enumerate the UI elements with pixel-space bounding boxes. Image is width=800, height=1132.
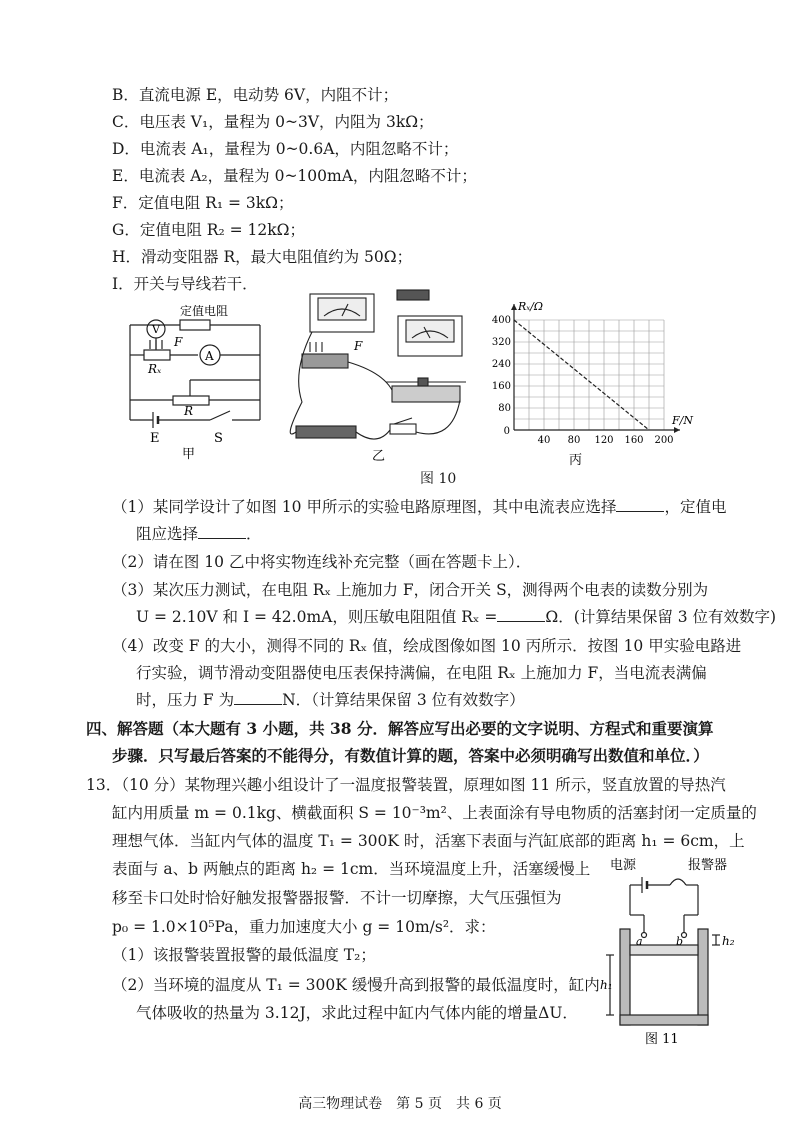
- q12-part2: （2）请在图 10 乙中将实物连线补充完整（画在答题卡上）．: [112, 553, 532, 571]
- battery-label: E: [150, 431, 160, 446]
- force-label-yi: F: [354, 339, 363, 353]
- answer-blank-resistor[interactable]: [198, 524, 246, 539]
- q13-sub2-line1: （2）当环境的温度从 T₁ = 300K 缓慢升高到报警的最低温度时，缸内: [112, 976, 600, 994]
- contact-a-label: a: [636, 935, 643, 948]
- answer-blank-force[interactable]: [234, 690, 282, 705]
- q12-part1-line1: （1）某同学设计了如图 10 甲所示的实验电路原理图，其中电流表应选择 ，定值电: [112, 498, 727, 516]
- contact-b-label: b: [676, 935, 684, 948]
- figure11-caption: 图 11: [645, 1032, 679, 1045]
- x-axis-label: F/N: [672, 414, 693, 427]
- q13-line4: 表面与 a、b 两触点的距离 h₂ = 1cm．当环境温度上升，活塞缓慢上: [112, 860, 591, 878]
- alarm-device-diagram: [600, 855, 770, 1045]
- page-footer: 高三物理试卷 第 5 页 共 6 页: [298, 1096, 502, 1112]
- x-tick-label: 160: [624, 435, 644, 446]
- y-tick-label: 160: [491, 381, 511, 392]
- option-f: F．定值电阻 R₁ = 3kΩ；: [112, 194, 294, 212]
- q12-part4-line1: （4）改变 F 的大小，测得不同的 Rₓ 值，绘成图像如图 10 丙所示．按图 10 甲实验电路进: [112, 637, 742, 655]
- option-d: D．电流表 A₁，量程为 0~0.6A，内阻忽略不计；: [112, 140, 459, 158]
- q13-line3: 理想气体．当缸内气体的温度 T₁ = 300K 时，活塞下表面与汽缸底部的距离 h₁ = 6cm，上: [112, 832, 745, 850]
- switch-label: S: [214, 431, 223, 446]
- sub-label-yi: 乙: [372, 449, 386, 462]
- x-tick-label: 40: [537, 435, 551, 446]
- q12-part1-line2: 阻应选择 ．: [136, 525, 262, 543]
- rx-f-graph: [486, 298, 706, 468]
- option-g: G．定值电阻 R₂ = 12kΩ；: [112, 221, 306, 239]
- option-c: C．电压表 V₁，量程为 0~3V，内阻为 3kΩ；: [112, 113, 434, 131]
- q12-part4-line3: 时，压力 F 为 N．（计算结果保留 3 位有效数字）: [136, 691, 525, 709]
- section4-heading-line2: 步骤．只写最后答案的不能得分，有数值计算的题，答案中必须明确写出数值和单位．）: [112, 746, 709, 765]
- q13-line6: p₀ = 1.0×10⁵Pa，重力加速度大小 g = 10m/s²．求：: [112, 918, 496, 936]
- figure10-caption: 图 10: [420, 471, 457, 487]
- y-tick-label: 240: [491, 359, 511, 370]
- option-b: B．直流电源 E，电动势 6V，内阻不计；: [112, 86, 399, 104]
- sub-label-bing: 丙: [569, 453, 583, 468]
- voltmeter-symbol: V: [152, 323, 160, 336]
- section4-heading-line1: 四、解答题（本大题有 3 小题，共 38 分．解答应写出必要的文字说明、方程式和重要演算: [86, 719, 714, 738]
- rx-label: Rₓ: [148, 362, 162, 376]
- circuit-diagram-jia: [118, 300, 268, 460]
- q13-line1: 13．（10 分）某物理兴趣小组设计了一温度报警装置，原理如图 11 所示，竖直放置的导热汽: [86, 776, 726, 794]
- x-tick-label: 120: [594, 435, 614, 446]
- y-axis-label: Rₓ/Ω: [518, 300, 544, 313]
- x-axis-arrow: [674, 427, 680, 433]
- alarm-label: 报警器: [688, 858, 728, 873]
- q13-line5: 移至卡口处时恰好触发报警器报警．不计一切摩擦，大气压强恒为: [112, 889, 562, 907]
- q12-part3-line2: U = 2.10V 和 I = 42.0mA，则压敏电阻阻值 Rₓ = Ω．(计算结果保留 3 位有效数字): [136, 608, 777, 626]
- fixed-resistor-label: 定值电阻: [180, 304, 229, 318]
- y-tick-label: 320: [491, 337, 511, 348]
- rheostat-label: R: [184, 404, 194, 418]
- option-e: E．电流表 A₂，量程为 0~100mA，内阻忽略不计；: [112, 167, 477, 185]
- q12-part4-line2: 行实验，调节滑动变阻器使电压表保持满偏，在电阻 Rₓ 上施加力 F，当电流表满偏: [136, 664, 707, 682]
- q12-part3-line1: （3）某次压力测试，在电阻 Rₓ 上施加力 F，闭合开关 S，测得两个电表的读数分别为: [112, 581, 709, 599]
- ammeter-symbol: A: [205, 349, 214, 363]
- q13-sub1: （1）该报警装置报警的最低温度 T₂；: [112, 946, 376, 964]
- q13-line2: 缸内用质量 m = 0.1kg、横截面积 S = 10⁻³m²、上表面涂有导电物质的活塞封闭一定质量的: [112, 804, 757, 822]
- q13-sub2-line2: 气体吸收的热量为 3.12J，求此过程中缸内气体内能的增量ΔU．: [136, 1004, 578, 1022]
- apparatus-diagram-yi: [282, 282, 472, 462]
- option-i: I．开关与导线若干．: [112, 275, 258, 293]
- y-tick-label: 80: [498, 403, 511, 414]
- answer-blank-ammeter[interactable]: [616, 497, 664, 512]
- force-label-jia: F: [174, 335, 183, 349]
- y-tick-label: 400: [491, 315, 511, 326]
- option-h: H．滑动变阻器 R，最大电阻值约为 50Ω；: [112, 248, 413, 266]
- x-tick-label: 80: [567, 435, 581, 446]
- y-axis-arrow: [511, 304, 517, 310]
- h1-label: h₁: [600, 978, 613, 992]
- h2-label: h₂: [722, 934, 735, 948]
- origin-label: 0: [503, 426, 510, 437]
- sub-label-jia: 甲: [182, 447, 196, 460]
- power-label: 电源: [610, 858, 637, 873]
- answer-blank-rx[interactable]: [497, 607, 545, 622]
- x-tick-label: 200: [654, 435, 674, 446]
